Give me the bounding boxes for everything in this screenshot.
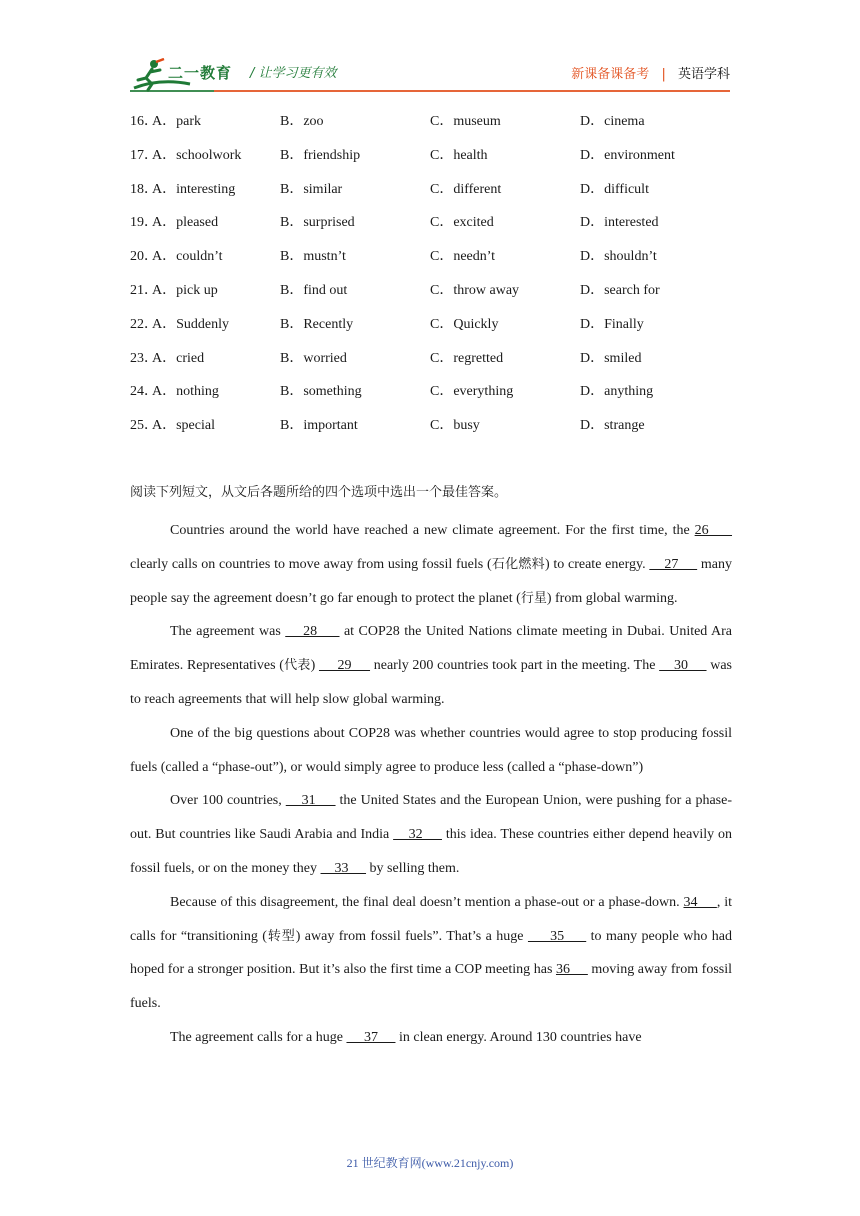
blank-27[interactable]: 27 <box>649 556 698 572</box>
section-instruction: 阅读下列短文，从文后各题所给的四个选项中选出一个最佳答案。 <box>130 485 508 500</box>
option-c: C．different <box>430 181 502 197</box>
text: moving away from fossil fuels. <box>130 962 733 1012</box>
option-d: D．strange <box>580 418 645 434</box>
paragraph-4 <box>130 784 732 885</box>
text: ) to create energy. <box>544 556 650 572</box>
question-number: 17． <box>130 147 158 163</box>
text: ) from global warming. <box>546 590 678 606</box>
option-c: C．needn’t <box>430 249 496 265</box>
text: was to reach agreements that will help slow global warming. <box>130 658 732 707</box>
text: ) away from fossil fuels”. That’s a huge <box>295 928 528 944</box>
option-b: B．Recently <box>280 316 354 332</box>
blank-31[interactable]: 31 <box>285 793 336 809</box>
option-b: B．similar <box>280 181 343 197</box>
option-a: A．cried <box>152 350 205 366</box>
text: Over 100 countries, <box>170 793 286 809</box>
option-row-20 <box>130 247 730 281</box>
page-header <box>130 52 730 92</box>
question-number: 16． <box>130 114 158 129</box>
option-d: D．smiled <box>580 350 642 366</box>
gloss: 代表 <box>283 658 311 674</box>
blank-30[interactable]: 30 <box>659 658 707 674</box>
option-b: B．find out <box>280 282 348 298</box>
option-b: B．important <box>280 418 358 434</box>
question-number: 25． <box>130 418 158 434</box>
text: ) <box>310 658 319 674</box>
option-a: A．special <box>152 418 215 434</box>
option-c: C．throw away <box>430 282 520 298</box>
answer-options-list <box>130 112 730 450</box>
option-b: B．something <box>280 384 362 400</box>
option-b: B．zoo <box>280 114 324 129</box>
blank-34[interactable]: 34 <box>683 894 717 910</box>
option-d: D．Finally <box>580 316 644 332</box>
blank-32[interactable]: 32 <box>393 827 442 843</box>
question-number: 23． <box>130 350 158 366</box>
page-footer[interactable]: 21 世纪教育网(www.21cnjy.com) <box>346 1156 514 1170</box>
question-number: 18． <box>130 181 158 197</box>
text: Countries around the world have reached a new climate agreement. For the first time, the <box>170 523 695 538</box>
paragraph-1 <box>130 514 732 615</box>
text: Because of this disagreement, the final deal doesn’t mention a phase-out or a phase-down. <box>170 894 684 910</box>
question-number: 21． <box>130 282 158 298</box>
blank-29[interactable]: 29 <box>318 658 371 674</box>
text: at COP28 the United Nations climate meeting in Dubai. United Ara Emirates. Representatives ( <box>130 624 732 674</box>
header-separator: | <box>661 67 666 82</box>
header-divider <box>130 90 730 92</box>
text: the United States and the European Union, were pushing for a phase-out. But countries like Saudi Arabia and India <box>130 793 732 843</box>
option-a: A．Suddenly <box>152 316 229 332</box>
header-right <box>571 63 730 82</box>
option-a: A．park <box>152 114 201 129</box>
option-row-24 <box>130 382 730 416</box>
paragraph-5 <box>130 886 732 1021</box>
option-d: D．environment <box>580 147 675 163</box>
option-b: B．friendship <box>280 147 361 163</box>
blank-36[interactable]: 36 <box>555 962 588 978</box>
option-c: C．busy <box>430 418 480 434</box>
paragraph-3: One of the big questions about COP28 was whether countries would agree to stop producing fossil fuels (called a “phase-out”), or would simply agree to produce less (called a “phase-down”) <box>130 725 732 775</box>
text: in clean energy. Around 130 countries have <box>395 1029 642 1045</box>
text: The agreement was <box>170 624 286 640</box>
option-c: C．excited <box>430 215 494 231</box>
paragraph-6 <box>130 1021 732 1055</box>
option-c: C．regretted <box>430 350 504 366</box>
question-number: 19． <box>130 215 158 231</box>
blank-33[interactable]: 33 <box>320 860 367 876</box>
text: clearly calls on countries to move away from using fossil fuels ( <box>130 556 492 572</box>
option-a: A．interesting <box>152 181 236 197</box>
reading-passage <box>130 480 732 1055</box>
option-row-18 <box>130 180 730 214</box>
blank-28[interactable]: 28 <box>285 624 340 640</box>
text: many people say the agreement doesn’t go far enough to protect the planet ( <box>130 556 732 606</box>
option-b: B．surprised <box>280 215 355 231</box>
option-row-17 <box>130 146 730 180</box>
option-row-21 <box>130 281 730 315</box>
text: this idea. These countries either depend heavily on fossil fuels, or on the money they <box>130 827 732 876</box>
option-d: D．search for <box>580 282 660 298</box>
blank-26[interactable]: 26 <box>694 523 733 538</box>
question-number: 22． <box>130 316 158 332</box>
gloss: 行星 <box>520 590 547 606</box>
option-b: B．mustn’t <box>280 249 346 265</box>
paragraph-2 <box>130 615 732 716</box>
option-d: D．shouldn’t <box>580 249 657 265</box>
question-number: 24． <box>130 384 158 400</box>
blank-37[interactable]: 37 <box>346 1029 396 1045</box>
option-a: A．pick up <box>152 282 218 298</box>
option-c: C．Quickly <box>430 316 499 332</box>
text: , it calls for “transitioning ( <box>130 894 733 944</box>
logo-text: 二一教育 <box>168 64 233 82</box>
option-d: D．cinema <box>580 114 645 129</box>
subject-label: 英语学科 <box>677 67 730 82</box>
option-a: A．nothing <box>152 384 219 400</box>
option-c: C．museum <box>430 114 501 129</box>
option-row-25 <box>130 416 730 450</box>
option-row-23 <box>130 349 730 383</box>
option-c: C．health <box>430 147 488 163</box>
option-c: C．everything <box>430 384 514 400</box>
text: nearly 200 countries took part in the meeting. The <box>370 658 660 674</box>
gloss: 转型 <box>266 928 296 944</box>
text: The agreement calls for a huge <box>170 1029 347 1045</box>
option-row-22 <box>130 315 730 349</box>
slogan: / 让学习更有效 <box>250 66 337 81</box>
text: to many people who had hoped for a stronger position. But it’s also the first time a COP meeting has <box>130 928 732 978</box>
gloss: 石化燃料 <box>491 556 545 572</box>
option-row-16 <box>130 112 730 146</box>
text: by selling them. <box>366 860 460 876</box>
option-d: D．interested <box>580 215 659 231</box>
option-a: A．schoolwork <box>152 147 242 163</box>
option-b: B．worried <box>280 350 347 366</box>
option-a: A．pleased <box>152 215 219 231</box>
option-row-19 <box>130 213 730 247</box>
blank-35[interactable]: 35 <box>527 928 587 944</box>
option-d: D．anything <box>580 384 654 400</box>
question-number: 20． <box>130 249 158 265</box>
option-d: D．difficult <box>580 181 649 197</box>
course-label: 新课备课备考 <box>571 67 650 82</box>
option-a: A．couldn’t <box>152 249 223 265</box>
